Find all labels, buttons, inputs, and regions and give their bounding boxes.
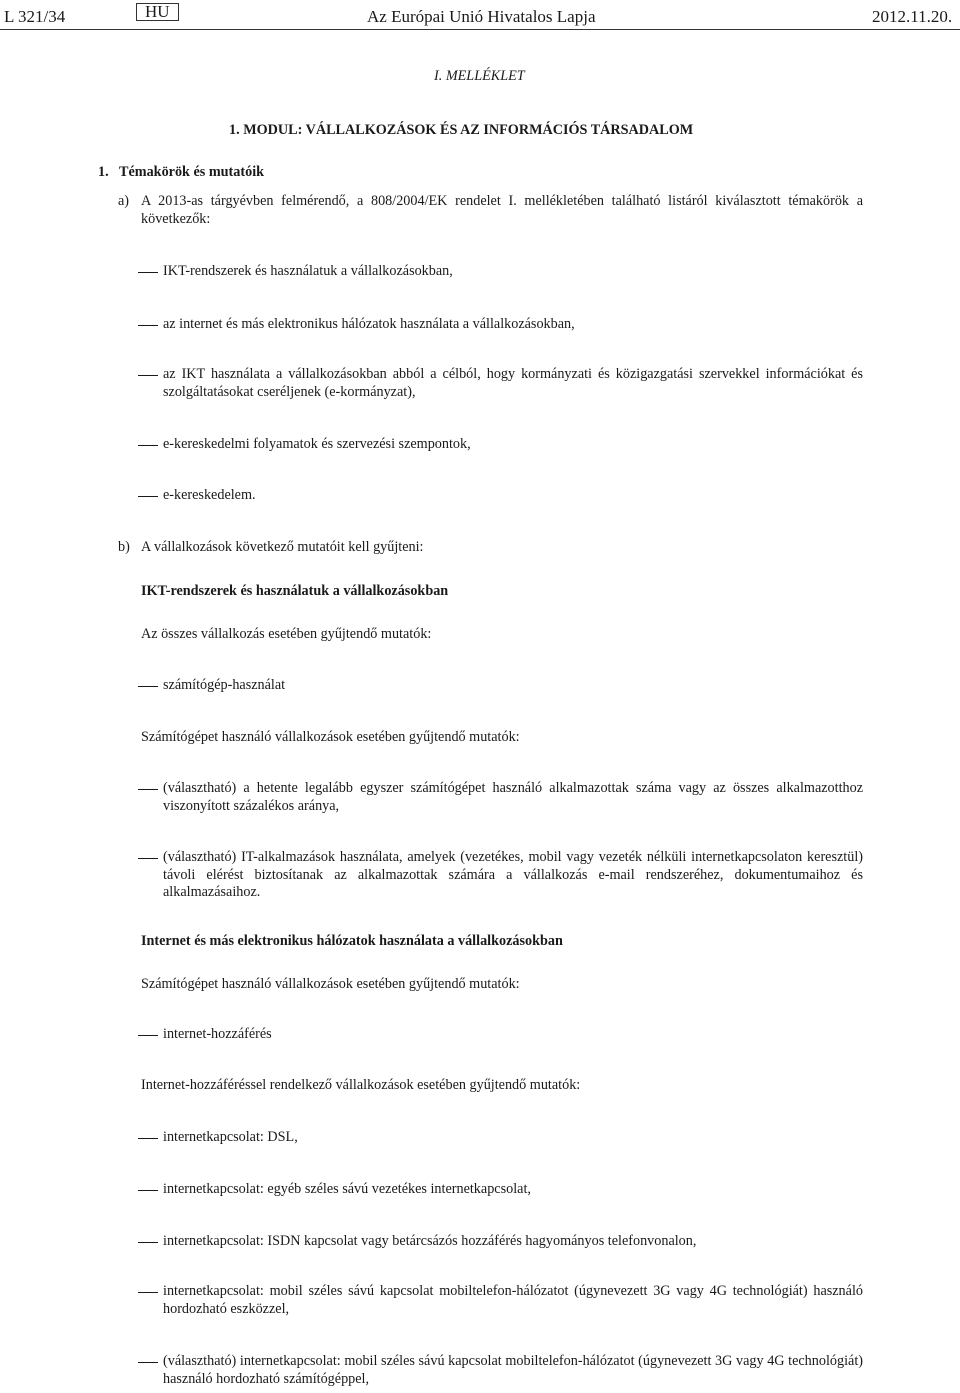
dash-bullet	[138, 858, 158, 859]
list-item: internetkapcsolat: mobil széles sávú kapcsolat mobiltelefon-hálózatot (úgynevezett 3G vagy 4G technológiát) használó hordozható eszközzel,	[163, 1283, 863, 1317]
computer-users-label: Számítógépet használó vállalkozások esetében gyűjtendő mutatók:	[141, 729, 520, 745]
part-a-label: a)	[118, 193, 130, 209]
dash-bullet	[138, 1292, 158, 1293]
dash-bullet	[138, 1242, 158, 1243]
annex-title: I. MELLÉKLET	[434, 68, 525, 84]
part-b-text: A vállalkozások következő mutatóit kell gyűjteni:	[141, 539, 424, 555]
module-title: 1. MODUL: VÁLLALKOZÁSOK ÉS AZ INFORMÁCIÓS TÁRSADALOM	[229, 122, 694, 138]
part-b-label: b)	[118, 539, 130, 555]
list-item: e-kereskedelmi folyamatok és szervezési szempontok,	[163, 436, 471, 452]
dash-bullet	[138, 375, 158, 376]
list-item: számítógép-használat	[163, 677, 286, 693]
dash-bullet	[138, 1362, 158, 1363]
list-item: az internet és más elektronikus hálózatok használata a vállalkozásokban,	[163, 316, 575, 332]
dash-bullet	[138, 1035, 158, 1036]
page-header	[0, 3, 960, 27]
header-rule	[0, 29, 960, 30]
list-item: internet-hozzáférés	[163, 1026, 272, 1042]
dash-bullet	[138, 272, 158, 273]
language-badge: HU	[136, 3, 179, 21]
list-item: internetkapcsolat: egyéb széles sávú vezetékes internetkapcsolat,	[163, 1181, 531, 1197]
dash-bullet	[138, 1138, 158, 1139]
dash-bullet	[138, 325, 158, 326]
internet-heading: Internet és más elektronikus hálózatok használata a vállalkozásokban	[141, 933, 563, 949]
internet-access-label: Internet-hozzáféréssel rendelkező vállalkozások esetében gyűjtendő mutatók:	[141, 1077, 581, 1093]
page-reference: L 321/34	[4, 7, 66, 26]
ict-heading: IKT-rendszerek és használatuk a vállalkozásokban	[141, 583, 449, 599]
dash-bullet	[138, 445, 158, 446]
internet-users-label: Számítógépet használó vállalkozások esetében gyűjtendő mutatók:	[141, 976, 520, 992]
all-enterprises-label: Az összes vállalkozás esetében gyűjtendő mutatók:	[141, 626, 432, 642]
dash-bullet	[138, 1190, 158, 1191]
list-item: az IKT használata a vállalkozásokban abból a célból, hogy kormányzati és közigazgatási szervekkel információkat és szolgáltatásokat cseréljenek (e-kormányzat),	[163, 366, 863, 400]
section-number: 1.	[98, 164, 109, 180]
journal-title: Az Európai Unió Hivatalos Lapja	[367, 7, 596, 26]
list-item: (választható) IT-alkalmazások használata, amelyek (vezetékes, mobil vagy vezeték nélküli internetkapcsolaton keresztül) távoli elérést biztosítanak az alkalmazottak számára a vállalkozás e-mail rendszeréhez, dokumentumaihoz és alkalmazásaihoz.	[163, 849, 863, 900]
dash-bullet	[138, 496, 158, 497]
part-a-text: A 2013-as tárgyévben felmérendő, a 808/2004/EK rendelet I. mellékletében található listáról kiválasztott témakörök a következők:	[141, 193, 863, 227]
list-item: (választható) a hetente legalább egyszer számítógépet használó alkalmazottak száma vagy az összes alkalmazotthoz viszonyított százalékos aránya,	[163, 780, 863, 814]
list-item: internetkapcsolat: DSL,	[163, 1129, 298, 1145]
dash-bullet	[138, 686, 158, 687]
dash-bullet	[138, 789, 158, 790]
list-item: internetkapcsolat: ISDN kapcsolat vagy betárcsázós hozzáférés hagyományos telefonvonalon,	[163, 1233, 697, 1249]
list-item: e-kereskedelem.	[163, 487, 256, 503]
list-item: IKT-rendszerek és használatuk a vállalkozásokban,	[163, 263, 453, 279]
list-item: (választható) internetkapcsolat: mobil széles sávú kapcsolat mobiltelefon-hálózatot (úgynevezett 3G vagy 4G technológiát) használó hordozható számítógéppel,	[163, 1353, 863, 1387]
section-title: Témakörök és mutatóik	[119, 164, 265, 180]
publication-date: 2012.11.20.	[872, 7, 953, 26]
